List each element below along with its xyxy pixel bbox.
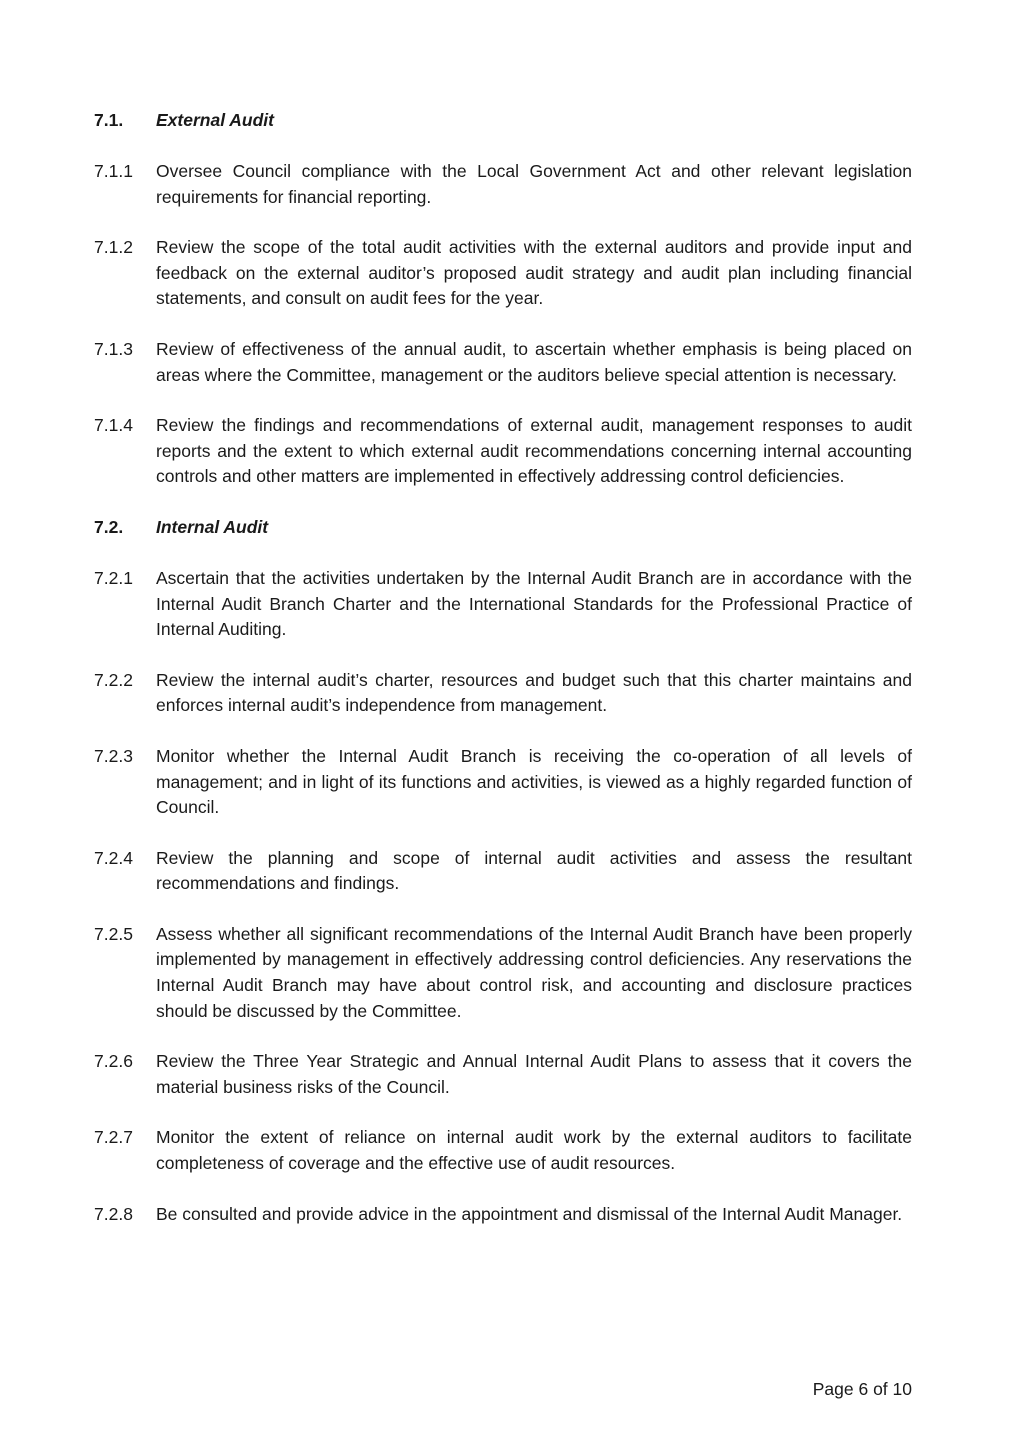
clause-number: 7.1.2 — [94, 237, 133, 258]
clause-number: 7.2.4 — [94, 847, 133, 868]
clause-text: Review the Three Year Strategic and Annual Internal Audit Plans to assess that it covers the material business risks of the Council. — [156, 1051, 912, 1097]
clause-number: 7.2.6 — [94, 1051, 133, 1072]
clause-7-2-2 — [94, 668, 912, 719]
clause-7-1-1 — [94, 159, 912, 210]
clause-text: Review of effectiveness of the annual audit, to ascertain whether emphasis is being placed on areas where the Committee, management or the auditors believe special attention is necessary. — [156, 338, 912, 385]
section-heading-internal-audit — [94, 515, 912, 540]
clause-number: 7.1.3 — [94, 338, 133, 359]
clause-number: 7.1.4 — [94, 415, 133, 436]
clause-7-2-7 — [94, 1125, 912, 1176]
clause-7-1-3 — [94, 337, 912, 388]
clause-7-1-4 — [94, 413, 912, 490]
clause-number: 7.2.8 — [94, 1203, 133, 1224]
clause-text: Review the scope of the total audit activities with the external auditors and provide input and feedback on the external auditor’s proposed audit strategy and audit plan including financial statements, and consult on audit fees for the year. — [156, 237, 912, 309]
clause-number: 7.2.2 — [94, 669, 133, 690]
section-number: 7.1. — [94, 110, 124, 130]
clause-text: Review the internal audit’s charter, resources and budget such that this charter maintains and enforces internal audit’s independence from management. — [156, 669, 912, 716]
clause-7-2-5 — [94, 922, 912, 1024]
clause-text: Review the planning and scope of internal audit activities and assess the resultant recommendations and findings. — [156, 847, 912, 894]
clause-7-2-4 — [94, 846, 912, 897]
clause-text: Monitor the extent of reliance on internal audit work by the external auditors to facilitate completeness of coverage and the effective use of audit resources. — [156, 1127, 912, 1174]
clause-7-2-1 — [94, 566, 912, 643]
clause-text: Be consulted and provide advice in the appointment and dismissal of the Internal Audit Manager. — [156, 1203, 903, 1224]
section-title: External Audit — [156, 110, 274, 130]
clause-number: 7.1.1 — [94, 161, 133, 181]
document-body — [94, 108, 912, 1252]
clause-number: 7.2.1 — [94, 567, 133, 588]
page-number: Page 6 of 10 — [812, 1379, 912, 1399]
clause-text: Assess whether all significant recommendations of the Internal Audit Branch have been properly implemented by management in effectively addressing control deficiencies. Any reservations the Internal Audit Branch may have about control risk, and accounting and disclosure practices should be discussed by the Committee. — [156, 923, 912, 1021]
clause-text: Review the findings and recommendations of external audit, management responses to audit reports and the extent to which external audit recommendations concerning internal accounting controls and other matters are implemented in effectively addressing control deficiencies. — [156, 415, 912, 487]
section-heading-external-audit — [94, 108, 912, 133]
clause-7-2-8 — [94, 1202, 912, 1228]
section-title: Internal Audit — [156, 516, 269, 537]
clause-7-2-6 — [94, 1049, 912, 1100]
clause-text: Oversee Council compliance with the Local Government Act and other relevant legislation requirements for financial reporting. — [156, 161, 912, 207]
clause-number: 7.2.7 — [94, 1127, 133, 1148]
clause-7-1-2 — [94, 235, 912, 312]
clause-number: 7.2.5 — [94, 923, 133, 944]
clause-text: Monitor whether the Internal Audit Branch is receiving the co-operation of all levels of management; and in light of its functions and activities, is viewed as a highly regarded function of Council. — [156, 745, 912, 818]
clause-number: 7.2.3 — [94, 745, 133, 766]
clause-text: Ascertain that the activities undertaken by the Internal Audit Branch are in accordance with the Internal Audit Branch Charter and the International Standards for the Professional Practice of Internal Auditing. — [156, 567, 912, 640]
clause-7-2-3 — [94, 744, 912, 821]
section-number: 7.2. — [94, 516, 124, 537]
